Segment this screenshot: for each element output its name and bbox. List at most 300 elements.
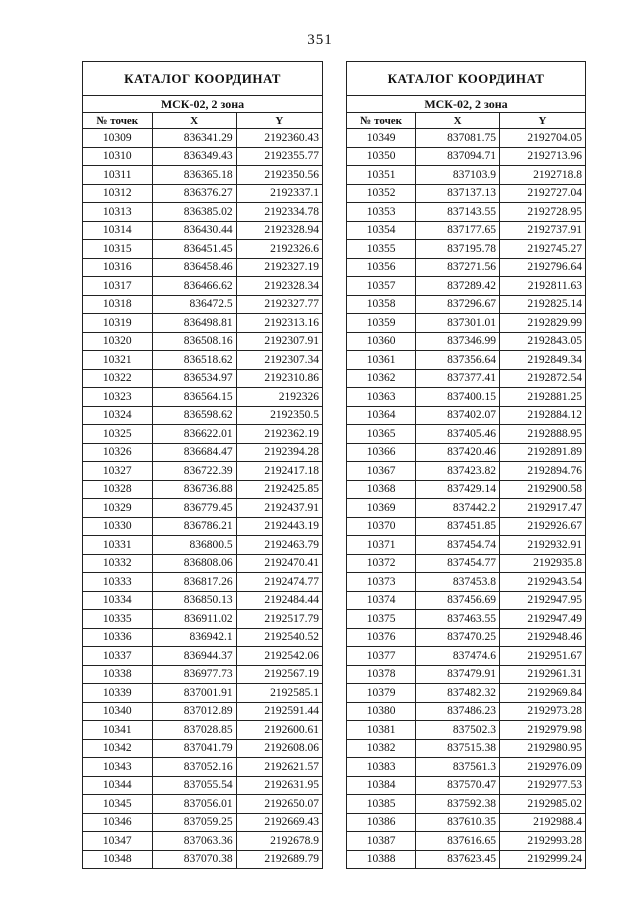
x-coordinate-cell: 837482.32: [416, 684, 500, 703]
table-row: [83, 739, 323, 758]
table-row: [347, 517, 586, 536]
x-coordinate-cell: 837063.36: [152, 832, 236, 851]
y-coordinate-cell: 2192650.07: [236, 795, 322, 814]
coordinate-catalog-left: [82, 61, 323, 869]
point-number-cell: 10330: [83, 517, 153, 536]
point-number-cell: 10354: [347, 221, 416, 240]
x-coordinate-cell: 836779.45: [152, 499, 236, 518]
coordinate-table: [346, 61, 586, 869]
point-number-cell: 10343: [83, 758, 153, 777]
y-coordinate-cell: 2192993.28: [499, 832, 585, 851]
y-coordinate-cell: 2192337.1: [236, 184, 322, 203]
x-coordinate-cell: 836817.26: [152, 573, 236, 592]
table-row: [83, 758, 323, 777]
y-coordinate-cell: 2192394.28: [236, 443, 322, 462]
x-coordinate-cell: 837055.54: [152, 776, 236, 795]
y-coordinate-cell: 2192360.43: [236, 129, 322, 148]
x-coordinate-cell: 837453.8: [416, 573, 500, 592]
y-coordinate-cell: 2192999.24: [499, 850, 585, 869]
y-coordinate-cell: 2192796.64: [499, 258, 585, 277]
catalog-zone: МСК-02, 2 зона: [347, 96, 586, 113]
y-coordinate-cell: 2192894.76: [499, 462, 585, 481]
x-coordinate-cell: 837103.9: [416, 166, 500, 185]
table-row: [347, 462, 586, 481]
x-coordinate-cell: 836684.47: [152, 443, 236, 462]
table-row: [83, 425, 323, 444]
point-number-cell: 10324: [83, 406, 153, 425]
y-coordinate-cell: 2192540.52: [236, 628, 322, 647]
point-number-cell: 10364: [347, 406, 416, 425]
point-number-cell: 10339: [83, 684, 153, 703]
x-coordinate-cell: 837474.6: [416, 647, 500, 666]
table-row: [347, 850, 586, 869]
y-coordinate-cell: 2192425.85: [236, 480, 322, 499]
x-coordinate-cell: 836451.45: [152, 240, 236, 259]
table-row: [347, 758, 586, 777]
y-coordinate-cell: 2192326.6: [236, 240, 322, 259]
table-row: [347, 813, 586, 832]
catalog-title: КАТАЛОГ КООРДИНАТ: [347, 62, 586, 96]
point-number-cell: 10377: [347, 647, 416, 666]
x-coordinate-cell: 836911.02: [152, 610, 236, 629]
coordinate-rows: [83, 129, 323, 869]
x-coordinate-cell: 836376.27: [152, 184, 236, 203]
point-number-cell: 10320: [83, 332, 153, 351]
point-number-cell: 10379: [347, 684, 416, 703]
y-coordinate-cell: 2192979.98: [499, 721, 585, 740]
y-coordinate-cell: 2192417.18: [236, 462, 322, 481]
point-number-cell: 10347: [83, 832, 153, 851]
x-coordinate-cell: 836942.1: [152, 628, 236, 647]
y-coordinate-cell: 2192591.44: [236, 702, 322, 721]
table-row: [347, 647, 586, 666]
table-row: [83, 536, 323, 555]
y-coordinate-cell: 2192825.14: [499, 295, 585, 314]
table-row: [347, 203, 586, 222]
y-coordinate-cell: 2192307.91: [236, 332, 322, 351]
point-number-cell: 10356: [347, 258, 416, 277]
point-number-cell: 10362: [347, 369, 416, 388]
point-number-cell: 10317: [83, 277, 153, 296]
header-point-number: № точек: [347, 113, 416, 129]
point-number-cell: 10345: [83, 795, 153, 814]
y-coordinate-cell: 2192718.8: [499, 166, 585, 185]
y-coordinate-cell: 2192891.89: [499, 443, 585, 462]
point-number-cell: 10310: [83, 147, 153, 166]
y-coordinate-cell: 2192704.05: [499, 129, 585, 148]
y-coordinate-cell: 2192621.57: [236, 758, 322, 777]
header-point-number: № точек: [83, 113, 153, 129]
x-coordinate-cell: 837463.55: [416, 610, 500, 629]
y-coordinate-cell: 2192900.58: [499, 480, 585, 499]
table-row: [83, 554, 323, 573]
point-number-cell: 10373: [347, 573, 416, 592]
x-coordinate-cell: 836598.62: [152, 406, 236, 425]
table-row: [83, 388, 323, 407]
point-number-cell: 10312: [83, 184, 153, 203]
x-coordinate-cell: 837592.38: [416, 795, 500, 814]
table-row: [83, 221, 323, 240]
point-number-cell: 10388: [347, 850, 416, 869]
header-x: X: [152, 113, 236, 129]
y-coordinate-cell: 2192713.96: [499, 147, 585, 166]
coordinate-rows: [347, 129, 586, 869]
x-coordinate-cell: 836508.16: [152, 332, 236, 351]
table-row: [83, 369, 323, 388]
table-row: [83, 647, 323, 666]
x-coordinate-cell: 837486.23: [416, 702, 500, 721]
table-row: [83, 351, 323, 370]
header-x: X: [416, 113, 500, 129]
x-coordinate-cell: 836518.62: [152, 351, 236, 370]
point-number-cell: 10371: [347, 536, 416, 555]
catalog-title: КАТАЛОГ КООРДИНАТ: [83, 62, 323, 96]
y-coordinate-cell: 2192888.95: [499, 425, 585, 444]
x-coordinate-cell: 837195.78: [416, 240, 500, 259]
table-row: [347, 295, 586, 314]
table-row: [83, 702, 323, 721]
table-row: [83, 795, 323, 814]
point-number-cell: 10378: [347, 665, 416, 684]
x-coordinate-cell: 837515.38: [416, 739, 500, 758]
x-coordinate-cell: 836365.18: [152, 166, 236, 185]
point-number-cell: 10314: [83, 221, 153, 240]
y-coordinate-cell: 2192811.63: [499, 277, 585, 296]
table-row: [347, 628, 586, 647]
table-row: [83, 129, 323, 148]
y-coordinate-cell: 2192881.25: [499, 388, 585, 407]
point-number-cell: 10351: [347, 166, 416, 185]
point-number-cell: 10350: [347, 147, 416, 166]
table-row: [83, 258, 323, 277]
y-coordinate-cell: 2192328.34: [236, 277, 322, 296]
point-number-cell: 10329: [83, 499, 153, 518]
x-coordinate-cell: 836472.5: [152, 295, 236, 314]
point-number-cell: 10387: [347, 832, 416, 851]
coordinate-table: [82, 61, 323, 869]
y-coordinate-cell: 2192474.77: [236, 573, 322, 592]
y-coordinate-cell: 2192727.04: [499, 184, 585, 203]
x-coordinate-cell: 837616.65: [416, 832, 500, 851]
point-number-cell: 10382: [347, 739, 416, 758]
table-row: [83, 203, 323, 222]
table-row: [83, 832, 323, 851]
x-coordinate-cell: 837454.77: [416, 554, 500, 573]
point-number-cell: 10336: [83, 628, 153, 647]
x-coordinate-cell: 837056.01: [152, 795, 236, 814]
page-number: 351: [307, 32, 333, 48]
point-number-cell: 10342: [83, 739, 153, 758]
x-coordinate-cell: 837137.13: [416, 184, 500, 203]
x-coordinate-cell: 836498.81: [152, 314, 236, 333]
x-coordinate-cell: 837423.82: [416, 462, 500, 481]
point-number-cell: 10309: [83, 129, 153, 148]
y-coordinate-cell: 2192980.95: [499, 739, 585, 758]
point-number-cell: 10323: [83, 388, 153, 407]
x-coordinate-cell: 837570.47: [416, 776, 500, 795]
y-coordinate-cell: 2192947.49: [499, 610, 585, 629]
y-coordinate-cell: 2192631.95: [236, 776, 322, 795]
table-row: [83, 166, 323, 185]
point-number-cell: 10348: [83, 850, 153, 869]
point-number-cell: 10346: [83, 813, 153, 832]
table-row: [347, 795, 586, 814]
y-coordinate-cell: 2192829.99: [499, 314, 585, 333]
y-coordinate-cell: 2192917.47: [499, 499, 585, 518]
x-coordinate-cell: 837402.07: [416, 406, 500, 425]
point-number-cell: 10353: [347, 203, 416, 222]
point-number-cell: 10333: [83, 573, 153, 592]
x-coordinate-cell: 836622.01: [152, 425, 236, 444]
catalog-zone: МСК-02, 2 зона: [83, 96, 323, 113]
y-coordinate-cell: 2192728.95: [499, 203, 585, 222]
x-coordinate-cell: 837081.75: [416, 129, 500, 148]
point-number-cell: 10381: [347, 721, 416, 740]
x-coordinate-cell: 837296.67: [416, 295, 500, 314]
point-number-cell: 10372: [347, 554, 416, 573]
point-number-cell: 10334: [83, 591, 153, 610]
y-coordinate-cell: 2192669.43: [236, 813, 322, 832]
point-number-cell: 10340: [83, 702, 153, 721]
point-number-cell: 10363: [347, 388, 416, 407]
x-coordinate-cell: 837041.79: [152, 739, 236, 758]
y-coordinate-cell: 2192849.34: [499, 351, 585, 370]
point-number-cell: 10384: [347, 776, 416, 795]
x-coordinate-cell: 836534.97: [152, 369, 236, 388]
x-coordinate-cell: 837442.2: [416, 499, 500, 518]
x-coordinate-cell: 837356.64: [416, 351, 500, 370]
x-coordinate-cell: 837094.71: [416, 147, 500, 166]
x-coordinate-cell: 836458.46: [152, 258, 236, 277]
y-coordinate-cell: 2192926.67: [499, 517, 585, 536]
point-number-cell: 10386: [347, 813, 416, 832]
x-coordinate-cell: 837470.25: [416, 628, 500, 647]
x-coordinate-cell: 837012.89: [152, 702, 236, 721]
table-row: [347, 129, 586, 148]
x-coordinate-cell: 837059.25: [152, 813, 236, 832]
table-row: [347, 776, 586, 795]
point-number-cell: 10370: [347, 517, 416, 536]
y-coordinate-cell: 2192334.78: [236, 203, 322, 222]
table-row: [347, 832, 586, 851]
y-coordinate-cell: 2192935.8: [499, 554, 585, 573]
point-number-cell: 10337: [83, 647, 153, 666]
table-row: [83, 277, 323, 296]
x-coordinate-cell: 837143.55: [416, 203, 500, 222]
table-row: [347, 221, 586, 240]
y-coordinate-cell: 2192328.94: [236, 221, 322, 240]
point-number-cell: 10335: [83, 610, 153, 629]
table-row: [83, 499, 323, 518]
point-number-cell: 10318: [83, 295, 153, 314]
x-coordinate-cell: 836564.15: [152, 388, 236, 407]
table-row: [347, 425, 586, 444]
point-number-cell: 10360: [347, 332, 416, 351]
point-number-cell: 10376: [347, 628, 416, 647]
table-row: [83, 813, 323, 832]
point-number-cell: 10326: [83, 443, 153, 462]
y-coordinate-cell: 2192313.16: [236, 314, 322, 333]
point-number-cell: 10322: [83, 369, 153, 388]
table-row: [347, 739, 586, 758]
x-coordinate-cell: 836349.43: [152, 147, 236, 166]
table-row: [347, 258, 586, 277]
table-row: [83, 776, 323, 795]
table-row: [347, 480, 586, 499]
x-coordinate-cell: 837451.85: [416, 517, 500, 536]
y-coordinate-cell: 2192872.54: [499, 369, 585, 388]
y-coordinate-cell: 2192948.46: [499, 628, 585, 647]
table-row: [83, 314, 323, 333]
table-row: [83, 147, 323, 166]
table-row: [83, 406, 323, 425]
table-row: [83, 480, 323, 499]
point-number-cell: 10355: [347, 240, 416, 259]
x-coordinate-cell: 837271.56: [416, 258, 500, 277]
x-coordinate-cell: 837028.85: [152, 721, 236, 740]
table-row: [83, 240, 323, 259]
x-coordinate-cell: 837454.74: [416, 536, 500, 555]
table-row: [347, 351, 586, 370]
y-coordinate-cell: 2192884.12: [499, 406, 585, 425]
point-number-cell: 10338: [83, 665, 153, 684]
table-row: [347, 406, 586, 425]
table-row: [83, 517, 323, 536]
x-coordinate-cell: 837052.16: [152, 758, 236, 777]
table-row: [347, 332, 586, 351]
table-row: [83, 721, 323, 740]
table-row: [347, 240, 586, 259]
x-coordinate-cell: 836430.44: [152, 221, 236, 240]
point-number-cell: 10319: [83, 314, 153, 333]
table-row: [347, 388, 586, 407]
point-number-cell: 10368: [347, 480, 416, 499]
y-coordinate-cell: 2192542.06: [236, 647, 322, 666]
point-number-cell: 10311: [83, 166, 153, 185]
point-number-cell: 10341: [83, 721, 153, 740]
x-coordinate-cell: 836786.21: [152, 517, 236, 536]
y-coordinate-cell: 2192678.9: [236, 832, 322, 851]
y-coordinate-cell: 2192470.41: [236, 554, 322, 573]
table-row: [347, 499, 586, 518]
y-coordinate-cell: 2192737.91: [499, 221, 585, 240]
y-coordinate-cell: 2192976.09: [499, 758, 585, 777]
y-coordinate-cell: 2192307.34: [236, 351, 322, 370]
x-coordinate-cell: 837420.46: [416, 443, 500, 462]
x-coordinate-cell: 836736.88: [152, 480, 236, 499]
point-number-cell: 10369: [347, 499, 416, 518]
table-row: [347, 277, 586, 296]
table-row: [347, 314, 586, 333]
point-number-cell: 10315: [83, 240, 153, 259]
point-number-cell: 10331: [83, 536, 153, 555]
x-coordinate-cell: 836944.37: [152, 647, 236, 666]
table-row: [347, 443, 586, 462]
y-coordinate-cell: 2192961.31: [499, 665, 585, 684]
table-row: [83, 665, 323, 684]
point-number-cell: 10344: [83, 776, 153, 795]
x-coordinate-cell: 837456.69: [416, 591, 500, 610]
table-row: [83, 462, 323, 481]
y-coordinate-cell: 2192567.19: [236, 665, 322, 684]
x-coordinate-cell: 837289.42: [416, 277, 500, 296]
table-row: [83, 628, 323, 647]
y-coordinate-cell: 2192327.19: [236, 258, 322, 277]
table-row: [83, 591, 323, 610]
point-number-cell: 10352: [347, 184, 416, 203]
point-number-cell: 10327: [83, 462, 153, 481]
table-row: [347, 610, 586, 629]
table-row: [347, 166, 586, 185]
x-coordinate-cell: 836385.02: [152, 203, 236, 222]
table-row: [83, 573, 323, 592]
y-coordinate-cell: 2192985.02: [499, 795, 585, 814]
table-row: [347, 554, 586, 573]
y-coordinate-cell: 2192843.05: [499, 332, 585, 351]
table-row: [347, 369, 586, 388]
y-coordinate-cell: 2192947.95: [499, 591, 585, 610]
point-number-cell: 10325: [83, 425, 153, 444]
table-row: [347, 591, 586, 610]
table-row: [83, 332, 323, 351]
y-coordinate-cell: 2192969.84: [499, 684, 585, 703]
y-coordinate-cell: 2192600.61: [236, 721, 322, 740]
y-coordinate-cell: 2192745.27: [499, 240, 585, 259]
table-row: [347, 536, 586, 555]
x-coordinate-cell: 837623.45: [416, 850, 500, 869]
point-number-cell: 10380: [347, 702, 416, 721]
x-coordinate-cell: 837001.91: [152, 684, 236, 703]
y-coordinate-cell: 2192362.19: [236, 425, 322, 444]
y-coordinate-cell: 2192326: [236, 388, 322, 407]
x-coordinate-cell: 836341.29: [152, 129, 236, 148]
x-coordinate-cell: 836800.5: [152, 536, 236, 555]
x-coordinate-cell: 837561.3: [416, 758, 500, 777]
table-row: [83, 850, 323, 869]
y-coordinate-cell: 2192327.77: [236, 295, 322, 314]
x-coordinate-cell: 836808.06: [152, 554, 236, 573]
x-coordinate-cell: 837177.65: [416, 221, 500, 240]
point-number-cell: 10361: [347, 351, 416, 370]
header-y: Y: [499, 113, 585, 129]
point-number-cell: 10365: [347, 425, 416, 444]
x-coordinate-cell: 837610.35: [416, 813, 500, 832]
y-coordinate-cell: 2192350.5: [236, 406, 322, 425]
y-coordinate-cell: 2192350.56: [236, 166, 322, 185]
x-coordinate-cell: 837346.99: [416, 332, 500, 351]
point-number-cell: 10358: [347, 295, 416, 314]
y-coordinate-cell: 2192585.1: [236, 684, 322, 703]
point-number-cell: 10374: [347, 591, 416, 610]
table-row: [347, 147, 586, 166]
y-coordinate-cell: 2192517.79: [236, 610, 322, 629]
y-coordinate-cell: 2192443.19: [236, 517, 322, 536]
table-row: [347, 702, 586, 721]
point-number-cell: 10316: [83, 258, 153, 277]
x-coordinate-cell: 836722.39: [152, 462, 236, 481]
point-number-cell: 10313: [83, 203, 153, 222]
y-coordinate-cell: 2192943.54: [499, 573, 585, 592]
x-coordinate-cell: 837429.14: [416, 480, 500, 499]
table-row: [83, 610, 323, 629]
x-coordinate-cell: 837405.46: [416, 425, 500, 444]
x-coordinate-cell: 836977.73: [152, 665, 236, 684]
y-coordinate-cell: 2192463.79: [236, 536, 322, 555]
y-coordinate-cell: 2192310.86: [236, 369, 322, 388]
y-coordinate-cell: 2192951.67: [499, 647, 585, 666]
point-number-cell: 10367: [347, 462, 416, 481]
point-number-cell: 10385: [347, 795, 416, 814]
